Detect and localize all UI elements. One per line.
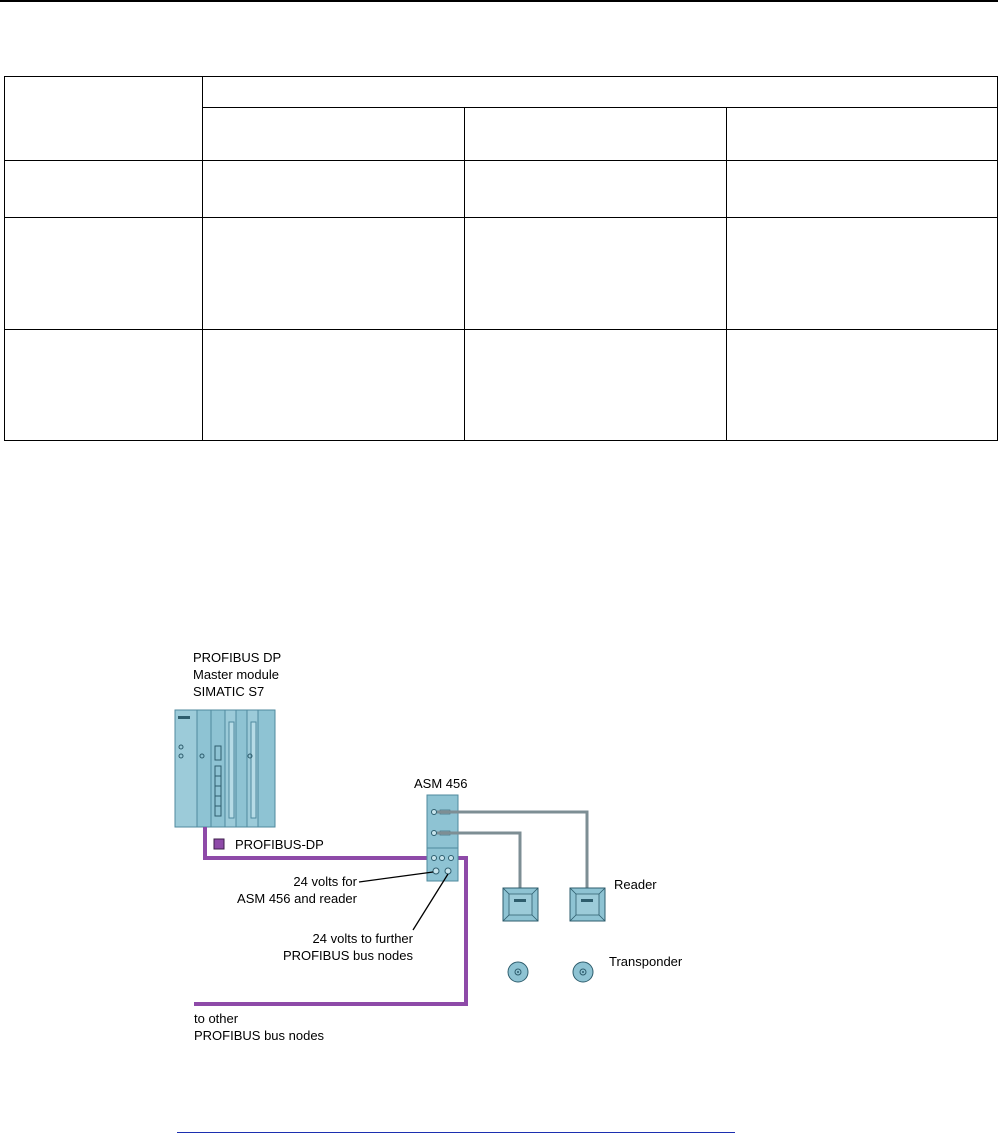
reader-icon bbox=[570, 888, 605, 921]
other-nodes-label-line2: PROFIBUS bus nodes bbox=[194, 1028, 325, 1043]
volts-asm-label-line1: 24 volts for bbox=[293, 874, 357, 889]
profibus-dp-label: PROFIBUS-DP bbox=[235, 837, 324, 852]
master-label-line2: Master module bbox=[193, 667, 279, 682]
transponder-icon bbox=[508, 962, 528, 982]
master-label-line1: PROFIBUS DP bbox=[193, 650, 282, 665]
bottom-link-underline bbox=[177, 1132, 735, 1133]
volts-further-label-line1: 24 volts to further bbox=[312, 931, 413, 946]
profibus-dp-legend-swatch bbox=[214, 839, 224, 849]
callout-line-24v-asm bbox=[359, 872, 433, 882]
volts-asm-label-line2: ASM 456 and reader bbox=[237, 891, 357, 906]
asm-456-module bbox=[427, 795, 458, 881]
volts-further-label-line2: PROFIBUS bus nodes bbox=[282, 948, 413, 963]
callout-line-24v-further bbox=[413, 874, 448, 930]
master-label-line3: SIMATIC S7 bbox=[193, 684, 265, 699]
transponder-label: Transponder bbox=[609, 954, 683, 969]
reader-cable-2 bbox=[437, 812, 587, 889]
reader-label: Reader bbox=[614, 877, 657, 892]
asm-label: ASM 456 bbox=[414, 776, 468, 791]
transponder-icon bbox=[573, 962, 593, 982]
reader-icon bbox=[503, 888, 538, 921]
other-nodes-label-line1: to other bbox=[194, 1011, 239, 1026]
simatic-s7-master-module bbox=[175, 710, 275, 827]
